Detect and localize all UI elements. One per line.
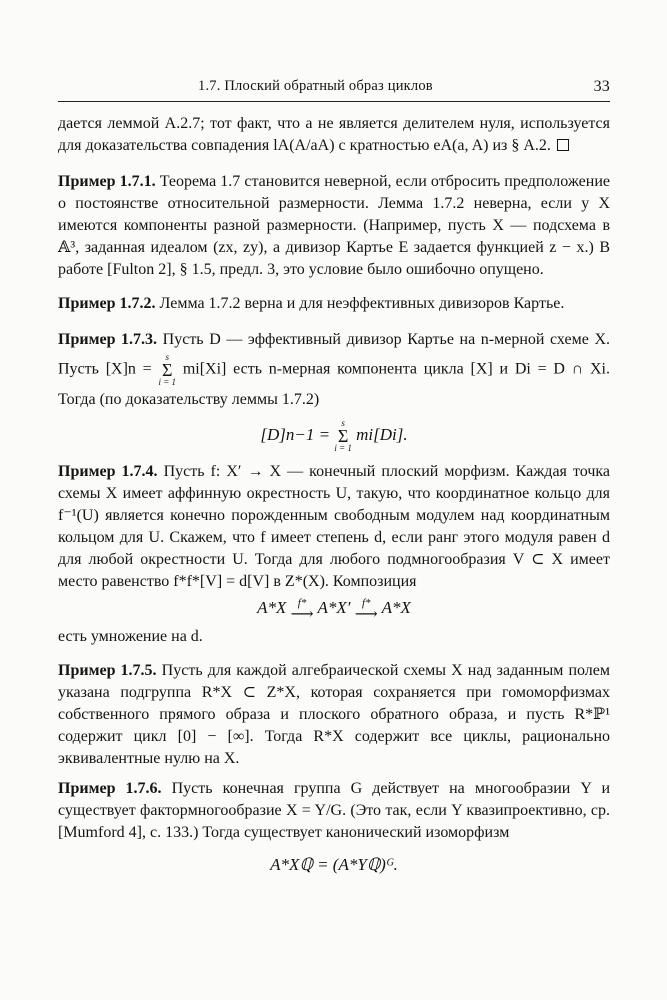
display-formula-divisor — [58, 419, 610, 453]
continuation-text: дается леммой А.2.7; тот факт, что a не является делителем нуля, используется для доказательства совпадения lA(A/aA) с кратностью eA(a, A) из § А.2. — [58, 115, 610, 154]
arrow-pullback — [290, 597, 314, 624]
example-text: Лемма 1.7.2 верна и для неэффективных дивизоров Картье. — [159, 295, 565, 312]
page-number: 33 — [593, 78, 610, 95]
sum-lower-limit: i = 1 — [334, 443, 352, 453]
formula-middle: A*X′ — [317, 598, 351, 617]
paragraph-continuation — [58, 113, 610, 157]
display-formula-isomorphism — [58, 854, 610, 876]
example-text-b: mi[Xi] есть n-мерная компонента цикла [X] и Di = D ∩ Xi. Тогда (по доказательству леммы 1.7.2) — [58, 360, 611, 408]
sum-upper-limit: s — [165, 352, 170, 362]
example-1-7-5 — [58, 660, 610, 770]
example-text-a: Пусть D — эффективный дивизор Картье на n-мерной схеме X. Пусть [X]n = — [58, 331, 611, 378]
example-label: Пример 1.7.2. — [58, 295, 156, 312]
arrow-pushforward — [354, 597, 378, 624]
example-text: Пусть для каждой алгебраической схемы X над заданным полем указана подгруппа R*X ⊂ Z*X, которая сохраняется при гомоморфизмах собственного прямого образа и плоского обратного образа, и пусть R*ℙ¹ содержит цикл [0] − [∞]. Тогда R*X содержит все циклы, рационально эквивалентные нулю на X. — [58, 662, 611, 768]
formula-left: A*X — [257, 598, 287, 617]
example-text: Пусть конечная группа G действует на многообразии Y и существует фактормногообразие X = Y/G. (Это так, если Y квазипроективно, ср. [Mumford 4], с. 133.) Тогда существует канонический изоморфизм — [58, 780, 611, 842]
example-text: Теорема 1.7 становится неверной, если отбросить предположение о постоянстве относительной размерности. Лемма 1.7.2 неверна, если у X имеются компоненты разной размерности. (Например, пусть X — подсхема в 𝔸³, заданная идеалом (zx, zy), а дивизор Картье E задается функцией z − x.) В работе [Fulton 2], § 1.5, предл. 3, это условие было ошибочно опущено. — [58, 173, 610, 278]
formula-lhs: [D]n−1 = — [260, 424, 331, 444]
page-body — [58, 113, 610, 884]
right-arrow-icon: ⟶ — [354, 606, 378, 624]
example-1-7-6 — [58, 778, 610, 844]
example-1-7-3 — [58, 327, 610, 413]
sigma-symbol: Σ — [162, 360, 173, 380]
sum-lower-limit: i = 1 — [158, 377, 177, 387]
formula-isomorphism: A*Xℚ = (A*Yℚ)ᴳ. — [270, 855, 398, 875]
sum-upper-limit: s — [341, 418, 345, 428]
running-title: 1.7. Плоский обратный образ циклов — [198, 78, 433, 94]
qed-square-icon — [557, 139, 569, 151]
arrow-label: f* — [297, 597, 307, 610]
sum-operator — [158, 353, 176, 387]
remark-text: есть умножение на d. — [58, 628, 203, 646]
example-label: Пример 1.7.4. — [58, 463, 158, 480]
example-1-7-1 — [58, 171, 610, 281]
sum-operator — [334, 419, 352, 453]
formula-rhs: mi[Di]. — [356, 424, 408, 444]
example-label: Пример 1.7.1. — [58, 173, 156, 190]
formula-right: A*X — [381, 598, 411, 617]
example-label: Пример 1.7.3. — [58, 331, 158, 348]
display-formula-composition — [58, 597, 610, 624]
arrow-label: f* — [361, 597, 371, 610]
example-1-7-4 — [58, 461, 610, 593]
example-1-7-2 — [58, 293, 610, 315]
example-text: Пусть f: X′ → X — конечный плоский морфизм. Каждая точка схемы X имеет аффинную окрестность U, такую, что координатное кольцо для f⁻¹(U) является конечно порожденным свободным модулем над координатным кольцом для U. Скажем, что f имеет степень d, если ранг этого модуля равен d для любой окрестности U. Тогда для любого подмногообразия V ⊂ X имеет место равенство f*f*[V] = d[V] в Z*(X). Композиция — [58, 463, 610, 590]
sigma-symbol: Σ — [337, 426, 349, 446]
header-rule — [58, 101, 610, 102]
composition-remark — [58, 626, 610, 648]
example-label: Пример 1.7.5. — [58, 662, 157, 680]
example-label: Пример 1.7.6. — [58, 780, 162, 798]
right-arrow-icon: ⟶ — [290, 606, 314, 624]
